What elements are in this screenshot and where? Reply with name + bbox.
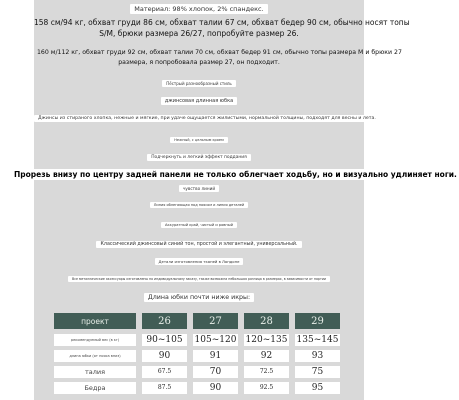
table-cell: 120~135 xyxy=(245,334,288,345)
table-header-cell: 26 xyxy=(142,313,187,329)
table-row xyxy=(54,381,354,394)
table-header-row xyxy=(54,313,354,329)
cut-small-line: Линия облегающая под поясом и линия деталей xyxy=(34,202,364,208)
table-row-label: талия xyxy=(54,366,136,378)
model1-line: 158 см/94 кг, обхват груди 86 см, обхват талии 67 см, обхват бедер 90 см, обычно носят топы xyxy=(34,18,410,27)
product-info-sheet xyxy=(14,0,457,400)
cut-line: Нежный, с цельным кроем xyxy=(34,137,364,143)
table-header-cell: 28 xyxy=(244,313,289,329)
made-line: Детали изготовления тканей в Лондоне xyxy=(34,258,364,265)
table-cell: 90~105 xyxy=(142,334,187,346)
material-line: Материал: 98% хлопок, 2% спандекс. xyxy=(34,4,364,14)
table-cell: 67.5 xyxy=(142,366,187,378)
table-cell: 75 xyxy=(295,366,340,378)
table-row-label: рекомендуемый вес (в кг) xyxy=(54,334,136,346)
length-line: Длина юбки почти ниже икры: xyxy=(34,293,364,302)
table-cell: 95 xyxy=(295,382,340,394)
lift-line: Подчеркнуть и легкий эффект поддания xyxy=(34,154,364,161)
table-row xyxy=(54,333,354,346)
table-cell: 72.5 xyxy=(244,366,289,378)
table-cell: 87.5 xyxy=(142,382,187,394)
hem-line: Аккуратный край, чистый и ровный xyxy=(34,222,364,228)
slit-line: Прорезь внизу по центру задней панели не только облегчает ходьбу, но и визуально удлиняет ноги. xyxy=(14,170,457,179)
table-cell: 70 xyxy=(193,366,238,378)
table-cell: 90 xyxy=(193,382,238,394)
table-header-cell: 27 xyxy=(193,313,238,329)
fabric-line: Джинсы из стираного хлопка, нежные и мягкие, при удаче ощущается жилистыми, нормальной толщины, подходят для весны и лета. xyxy=(34,115,364,122)
table-row-label: длина юбки (от пояса вниз) xyxy=(54,350,136,362)
model2-line: 160 м/112 кг, обхват груди 92 см, обхват талии 70 см, обхват бедер 91 см, обычно топы размера M и брюки 27 xyxy=(37,49,402,56)
table-cell: 91 xyxy=(193,350,238,362)
table-header-label: проект xyxy=(54,313,136,329)
table-cell: 93 xyxy=(295,350,340,362)
skirt-type-line: джинсовая длинная юбка xyxy=(34,97,364,105)
model1-line2: S/M, брюки размера 26/27, попробуйте размер 26. xyxy=(99,29,299,38)
table-cell: 105~120 xyxy=(194,334,237,345)
note-line: Все металлические аксессуары изготовлены по индивидуальному заказу, также возможна небольшая разница в размерах, в зависимости от партии xyxy=(34,276,364,282)
table-cell: 90 xyxy=(142,350,187,362)
table-cell: 135~145 xyxy=(296,334,339,345)
style-line: Пёстрый разнообразный стиль xyxy=(34,80,364,87)
classic-line: Классический джинсовый синий тон, простой и элегантный, универсальный. xyxy=(34,241,364,248)
table-cell: 92 xyxy=(244,350,289,362)
table-header-cell: 29 xyxy=(295,313,340,329)
size-table xyxy=(54,313,354,397)
table-cell: 92.5 xyxy=(244,382,289,394)
model2-line2: размера, я попробовала размер 27, он подходит. xyxy=(118,59,280,66)
table-row xyxy=(54,349,354,362)
table-row xyxy=(54,365,354,378)
table-row-label: Бедра xyxy=(54,382,136,394)
sense-line: чувство линий xyxy=(34,185,364,192)
